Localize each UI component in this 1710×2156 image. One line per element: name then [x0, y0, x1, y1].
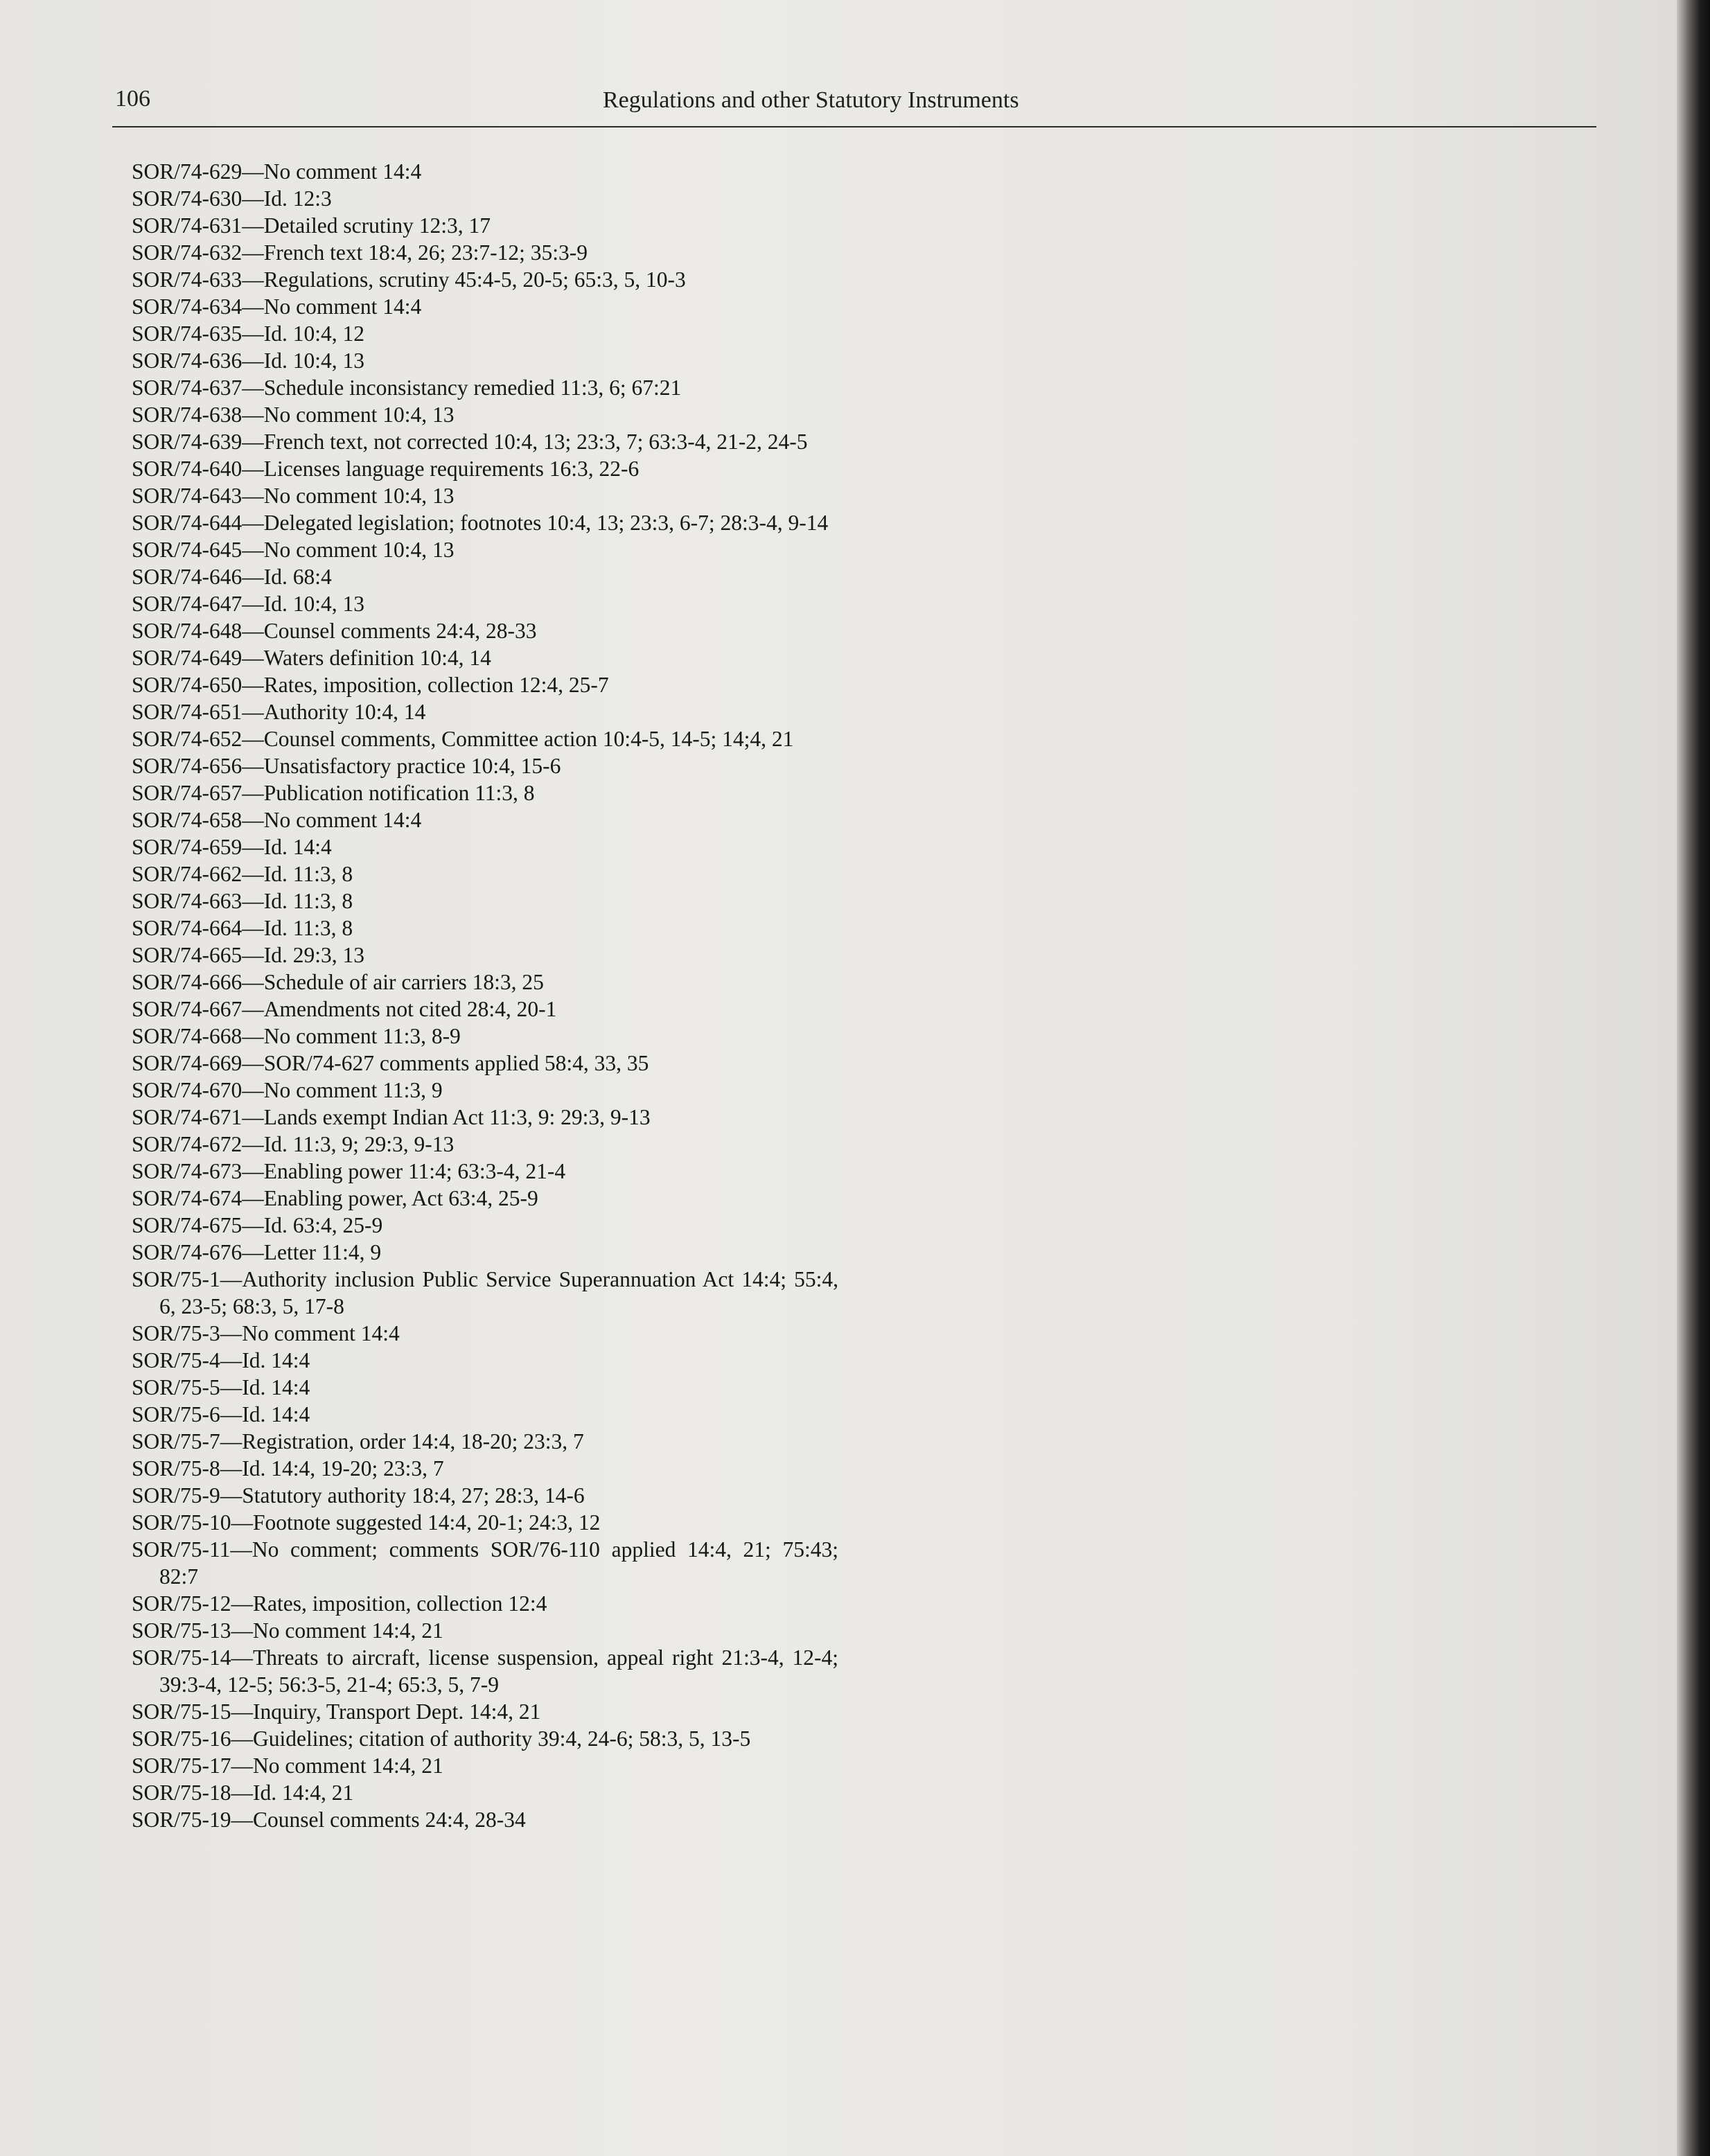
index-entry: SOR/74-672—Id. 11:3, 9; 29:3, 9-13	[132, 1132, 455, 1156]
index-entry: SOR/74-664—Id. 11:3, 8	[132, 916, 353, 940]
index-entry: SOR/74-663—Id. 11:3, 8	[132, 889, 353, 913]
index-entry: SOR/75-15—Inquiry, Transport Dept. 14:4, 21	[132, 1699, 541, 1724]
index-entry: SOR/75-9—Statutory authority 18:4, 27; 28:3, 14-6	[132, 1483, 585, 1508]
index-entry: SOR/74-652—Counsel comments, Committee action 10:4-5, 14-5; 14;4, 21	[132, 727, 794, 751]
index-entry: SOR/74-656—Unsatisfactory practice 10:4, 15-6	[132, 754, 561, 778]
index-entry: SOR/74-670—No comment 11:3, 9	[132, 1078, 443, 1102]
index-entry: SOR/74-630—Id. 12:3	[132, 186, 332, 211]
index-entry: SOR/74-640—Licenses language requirements 16:3, 22-6	[132, 457, 640, 481]
index-entry: SOR/74-643—No comment 10:4, 13	[132, 484, 455, 508]
index-entry: SOR/74-659—Id. 14:4	[132, 835, 332, 859]
index-entry: SOR/74-650—Rates, imposition, collection 12:4, 25-7	[132, 673, 609, 697]
index-entry: SOR/75-12—Rates, imposition, collection 12:4	[132, 1591, 547, 1616]
index-entry: SOR/74-638—No comment 10:4, 13	[132, 403, 455, 427]
index-entry: SOR/75-3—No comment 14:4	[132, 1321, 400, 1345]
index-entry: SOR/74-644—Delegated legislation; footnotes 10:4, 13; 23:3, 6-7; 28:3-4, 9-14	[132, 511, 829, 535]
index-entry: SOR/74-658—No comment 14:4	[132, 808, 422, 832]
index-entry: SOR/74-671—Lands exempt Indian Act 11:3, 9: 29:3, 9-13	[132, 1105, 651, 1129]
index-entry: SOR/74-676—Letter 11:4, 9	[132, 1240, 382, 1264]
index-entry: SOR/75-18—Id. 14:4, 21	[132, 1781, 354, 1805]
index-entry-list	[132, 158, 838, 1833]
index-entry: SOR/74-666—Schedule of air carriers 18:3, 25	[132, 970, 544, 994]
index-entry: SOR/74-667—Amendments not cited 28:4, 20-1	[132, 997, 557, 1021]
index-entry: SOR/75-13—No comment 14:4, 21	[132, 1618, 443, 1643]
index-entry: SOR/74-647—Id. 10:4, 13	[132, 592, 365, 616]
index-entry: SOR/74-668—No comment 11:3, 8-9	[132, 1024, 461, 1048]
index-entry: SOR/74-665—Id. 29:3, 13	[132, 943, 365, 967]
index-entry: SOR/74-634—No comment 14:4	[132, 294, 422, 319]
index-entry: SOR/75-19—Counsel comments 24:4, 28-34	[132, 1808, 526, 1832]
index-entry: SOR/74-639—French text, not corrected 10:4, 13; 23:3, 7; 63:3-4, 21-2, 24-5	[132, 430, 808, 454]
index-entry: SOR/74-674—Enabling power, Act 63:4, 25-9	[132, 1186, 538, 1210]
index-entry: SOR/74-649—Waters definition 10:4, 14	[132, 646, 491, 670]
index-entry: SOR/75-16—Guidelines; citation of authority 39:4, 24-6; 58:3, 5, 13-5	[132, 1726, 751, 1751]
index-entry: SOR/75-7—Registration, order 14:4, 18-20; 23:3, 7	[132, 1429, 584, 1453]
index-entry: SOR/74-646—Id. 68:4	[132, 565, 332, 589]
index-entry: SOR/74-651—Authority 10:4, 14	[132, 700, 426, 724]
index-entry: SOR/74-673—Enabling power 11:4; 63:3-4, 21-4	[132, 1159, 566, 1183]
index-entry: SOR/75-6—Id. 14:4	[132, 1402, 310, 1426]
index-entry: SOR/75-8—Id. 14:4, 19-20; 23:3, 7	[132, 1456, 444, 1481]
index-entry: SOR/75-17—No comment 14:4, 21	[132, 1753, 443, 1778]
index-entry: SOR/74-645—No comment 10:4, 13	[132, 538, 455, 562]
index-entry: SOR/75-10—Footnote suggested 14:4, 20-1; 24:3, 12	[132, 1510, 601, 1535]
index-entry: SOR/75-11—No comment; comments SOR/76-110 applied 14:4, 21; 75:43; 82:7	[132, 1537, 838, 1589]
running-title: Regulations and other Statutory Instruments	[603, 87, 1019, 113]
page-header	[112, 82, 1596, 127]
index-entry: SOR/74-657—Publication notification 11:3, 8	[132, 781, 535, 805]
index-entry: SOR/74-662—Id. 11:3, 8	[132, 862, 353, 886]
page-number: 106	[115, 86, 150, 112]
index-entry: SOR/74-648—Counsel comments 24:4, 28-33	[132, 619, 537, 643]
index-entry: SOR/74-632—French text 18:4, 26; 23:7-12; 35:3-9	[132, 240, 588, 265]
index-entry: SOR/74-633—Regulations, scrutiny 45:4-5, 20-5; 65:3, 5, 10-3	[132, 267, 686, 292]
index-entry: SOR/74-629—No comment 14:4	[132, 159, 422, 184]
index-entry: SOR/75-14—Threats to aircraft, license suspension, appeal right 21:3-4, 12-4; 39:3-4, 12-5; 56:3-5, 21-4; 65:3, 5, 7-9	[132, 1645, 838, 1697]
index-entry: SOR/74-675—Id. 63:4, 25-9	[132, 1213, 383, 1237]
index-entry: SOR/75-5—Id. 14:4	[132, 1375, 310, 1399]
index-entry: SOR/75-4—Id. 14:4	[132, 1348, 310, 1372]
index-entry: SOR/74-636—Id. 10:4, 13	[132, 348, 365, 373]
index-entry: SOR/74-669—SOR/74-627 comments applied 58:4, 33, 35	[132, 1051, 649, 1075]
index-entry: SOR/75-1—Authority inclusion Public Service Superannuation Act 14:4; 55:4, 6, 23-5; 68:3, 5, 17-8	[132, 1267, 838, 1318]
book-spine-shadow	[1677, 0, 1710, 2156]
index-entry: SOR/74-637—Schedule inconsistancy remedied 11:3, 6; 67:21	[132, 375, 682, 400]
index-entry: SOR/74-635—Id. 10:4, 12	[132, 321, 365, 346]
index-entry: SOR/74-631—Detailed scrutiny 12:3, 17	[132, 213, 491, 238]
